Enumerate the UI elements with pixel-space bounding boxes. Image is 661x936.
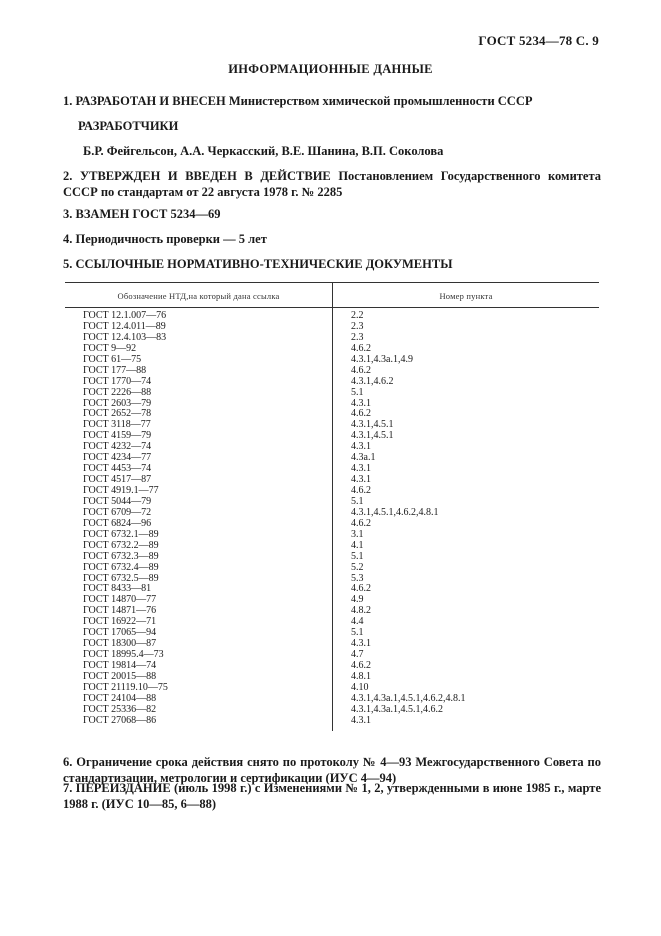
table-cell-document: ГОСТ 9—92 [83, 342, 137, 354]
table-cell-clause: 4.6.2 [351, 342, 371, 354]
table-cell-document: ГОСТ 12.4.011—89 [83, 320, 166, 332]
table-cell-clause: 5.1 [351, 627, 364, 639]
table-cell-clause: 5.1 [351, 495, 364, 507]
table-cell-clause: 3.1 [351, 528, 364, 540]
table-cell-document: ГОСТ 4453—74 [83, 463, 152, 475]
table-cell-document: ГОСТ 6732.3—89 [83, 550, 159, 562]
table-cell-document: ГОСТ 6732.5—89 [83, 572, 159, 584]
table-cell-document: ГОСТ 6732.1—89 [83, 528, 159, 540]
page-title: ИНФОРМАЦИОННЫЕ ДАННЫЕ [228, 62, 433, 76]
table-cell-clause: 4.6.2 [351, 660, 371, 671]
table-cell-clause: 2.2 [351, 310, 364, 321]
table-cell-clause: 2.3 [351, 320, 364, 332]
table-cell-document: ГОСТ 5044—79 [83, 495, 152, 507]
table-cell-document: ГОСТ 25336—82 [83, 703, 157, 715]
item-1-lead: 1. РАЗРАБОТАН И ВНЕСЕН [63, 94, 226, 108]
table-header-rule [65, 307, 599, 308]
item-1 [63, 93, 601, 109]
table-cell-clause: 4.3.1 [351, 714, 371, 726]
item-2-lead: 2. УТВЕРЖДЕН И ВВЕДЕН В ДЕЙСТВИЕ [63, 169, 331, 183]
table-cell-clause: 4.3.1 [351, 463, 371, 475]
table-cell-document: ГОСТ 27068—86 [83, 714, 157, 726]
table-cell-document: ГОСТ 17065—94 [83, 627, 157, 639]
item-1-rest: Министерством химической промышленности СССР [225, 94, 533, 108]
table-cell-clause: 4.6.2 [351, 485, 371, 496]
table-cell-clause: 4.8.2 [351, 605, 371, 617]
table-cell-clause: 4.3.1,4.5.1 [351, 430, 394, 442]
developers-label: РАЗРАБОТЧИКИ [78, 119, 179, 133]
column-header-document: Обозначение НТД,на который дана ссылка [117, 291, 280, 301]
table-cell-clause: 4.1 [351, 539, 364, 551]
table-cell-clause: 4.8.1 [351, 670, 371, 682]
table-cell-clause: 4.3.1,4.5.1,4.6.2,4.8.1 [351, 506, 439, 518]
developers-list: Б.Р. Фейгельсон, А.А. Черкасский, В.Е. Шанина, В.П. Соколова [83, 144, 444, 158]
item-2 [63, 168, 601, 200]
table-cell-document: ГОСТ 6824—96 [83, 517, 152, 529]
table-cell-document: ГОСТ 12.1.007—76 [83, 310, 167, 321]
item-3: 3. ВЗАМЕН ГОСТ 5234—69 [63, 207, 221, 221]
table-cell-clause: 4.3.1,4.5.1 [351, 419, 394, 431]
table-cell-document: ГОСТ 6732.2—89 [83, 539, 159, 551]
table-column-divider [332, 282, 333, 731]
table-cell-clause: 4.3.1,4.3а.1,4.5.1,4.6.2 [351, 703, 443, 715]
table-cell-document: ГОСТ 4234—77 [83, 452, 152, 464]
table-cell-document: ГОСТ 12.4.103—83 [83, 331, 167, 343]
table-cell-document: ГОСТ 61—75 [83, 353, 142, 365]
table-cell-document: ГОСТ 18300—87 [83, 638, 157, 650]
table-cell-clause: 5.1 [351, 386, 364, 398]
table-cell-clause: 4.7 [351, 649, 364, 661]
table-cell-clause: 4.6.2 [351, 408, 371, 420]
clause-column [351, 311, 465, 727]
table-cell-document: ГОСТ 6709—72 [83, 506, 152, 518]
table-cell-clause: 4.6.2 [351, 364, 371, 376]
table-cell-document: ГОСТ 16922—71 [83, 616, 157, 628]
page-header-ref: ГОСТ 5234—78 С. 9 [478, 33, 599, 48]
table-cell-document: ГОСТ 14870—77 [83, 594, 157, 606]
item-2-rest: Постановлением Государственного комитета СССР по стандартам от 22 августа 1978 г. № 2285 [63, 169, 602, 199]
table-cell-document: ГОСТ 8433—81 [83, 583, 152, 595]
table-cell-document: ГОСТ 4232—74 [83, 441, 152, 453]
table-cell-clause: 4.4 [351, 616, 364, 628]
document-column [83, 311, 168, 727]
table-cell-clause: 4.3.1,4.6.2 [351, 375, 394, 387]
table-cell-clause: 4.3.1 [351, 441, 371, 453]
table-cell-document: ГОСТ 20015—88 [83, 670, 157, 682]
table-cell-document: ГОСТ 2652—78 [83, 408, 152, 420]
item-6: 6. Ограничение срока действия снято по протоколу № 4—93 Межгосударственного Совета по стандартизации, метрологии и сертификации (ИУС 4—94) [63, 755, 601, 785]
table-cell-document: ГОСТ 24104—88 [83, 692, 157, 704]
column-header-clause: Номер пункта [439, 291, 493, 301]
table-cell-document: ГОСТ 4159—79 [83, 430, 152, 442]
table-cell-document: ГОСТ 21119.10—75 [83, 681, 168, 693]
table-cell-clause: 4.3.1 [351, 397, 371, 409]
table-cell-clause: 5.2 [351, 561, 364, 573]
table-cell-clause: 4.9 [351, 594, 364, 606]
table-cell-clause: 4.3.1 [351, 638, 371, 650]
item-4: 4. Периодичность проверки — 5 лет [63, 232, 267, 246]
table-cell-clause: 5.3 [351, 572, 364, 584]
table-cell-document: ГОСТ 177—88 [83, 364, 147, 376]
item-7: 7. ПЕРЕИЗДАНИЕ (июль 1998 г.) с Изменениями № 1, 2, утвержденными в июне 1985 г., марте 1988 г. (ИУС 10—85, 6—88) [63, 781, 601, 811]
table-cell-clause: 2.3 [351, 331, 364, 343]
table-cell-clause: 4.3.1,4.3а.1,4.5.1,4.6.2,4.8.1 [351, 692, 466, 704]
table-cell-clause: 4.3.1,4.3а.1,4.9 [351, 353, 413, 365]
item-5: 5. ССЫЛОЧНЫЕ НОРМАТИВНО-ТЕХНИЧЕСКИЕ ДОКУМЕНТЫ [63, 257, 453, 271]
table-cell-document: ГОСТ 18995.4—73 [83, 649, 164, 661]
table-cell-document: ГОСТ 3118—77 [83, 419, 151, 431]
table-cell-clause: 4.6.2 [351, 517, 371, 529]
table-cell-clause: 5.1 [351, 550, 364, 562]
table-cell-document: ГОСТ 4517—87 [83, 474, 152, 486]
table-cell-clause: 4.10 [351, 681, 369, 693]
table-cell-document: ГОСТ 19814—74 [83, 660, 157, 671]
table-cell-document: ГОСТ 4919.1—77 [83, 485, 159, 496]
table-cell-document: ГОСТ 2603—79 [83, 397, 152, 409]
table-cell-clause: 4.6.2 [351, 583, 371, 595]
table-cell-document: ГОСТ 2226—88 [83, 386, 152, 398]
table-cell-clause: 4.3а.1 [351, 452, 376, 464]
table-cell-document: ГОСТ 1770—74 [83, 375, 152, 387]
table-cell-document: ГОСТ 6732.4—89 [83, 561, 159, 573]
table-cell-document: ГОСТ 14871—76 [83, 605, 157, 617]
table-cell-clause: 4.3.1 [351, 474, 371, 486]
